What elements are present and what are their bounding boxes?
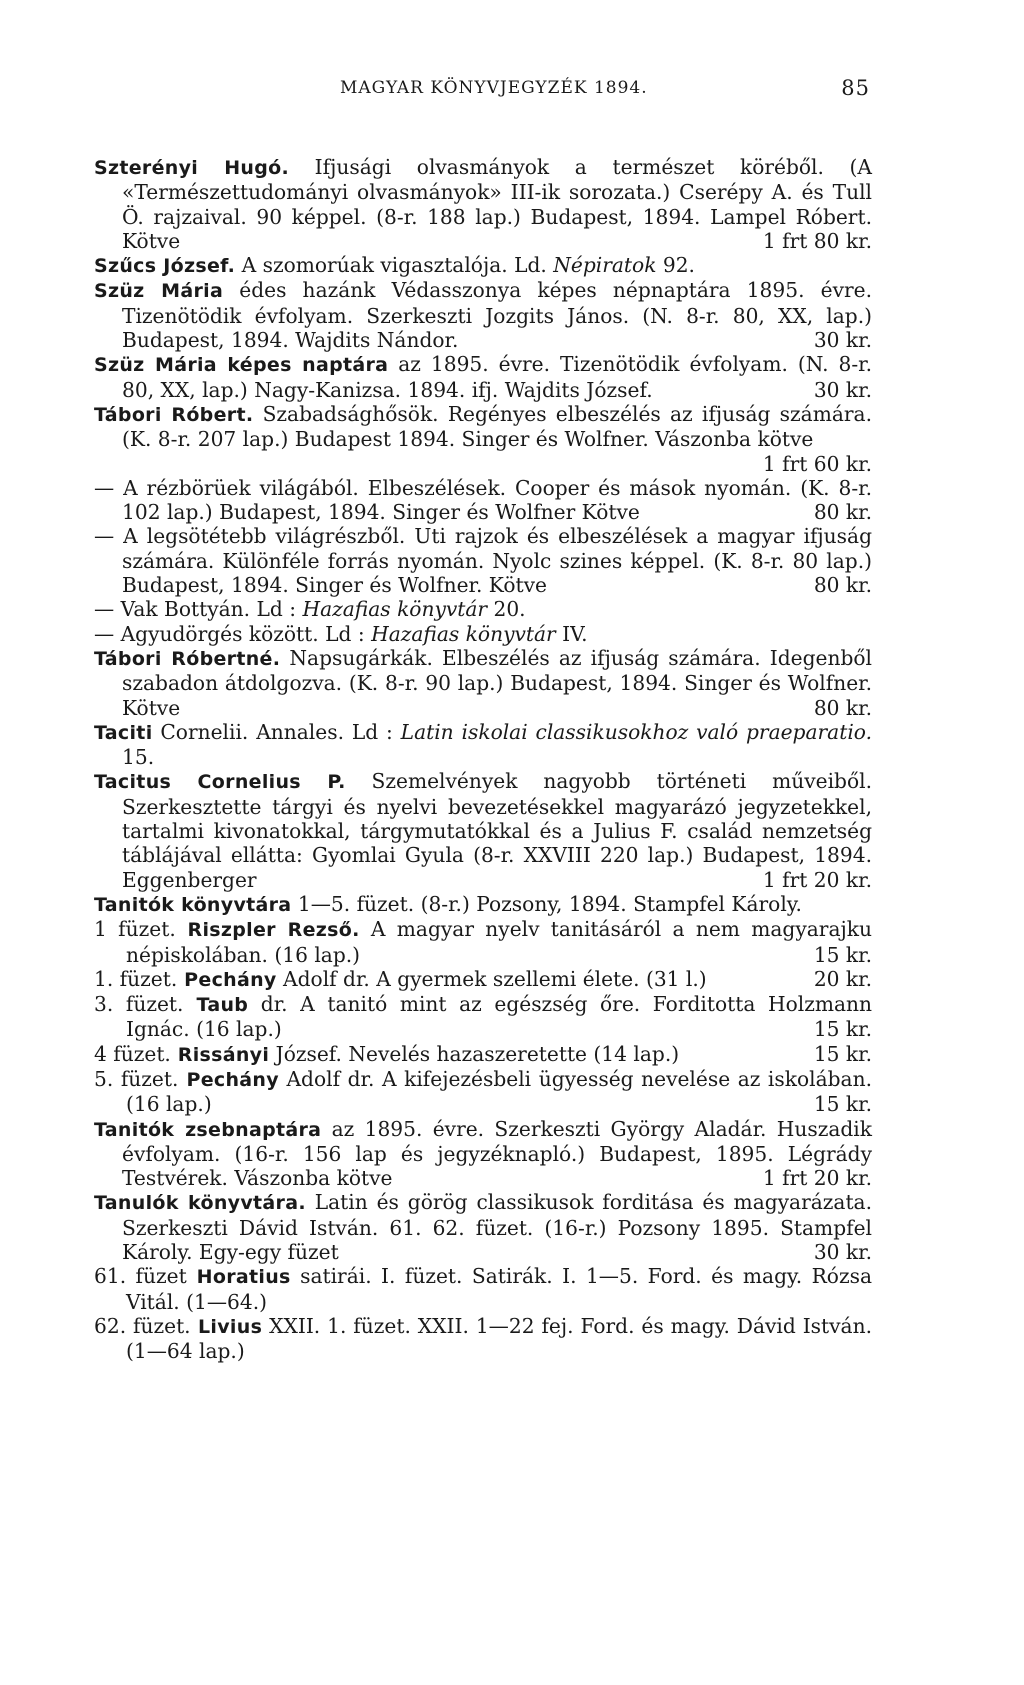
series-item-number: 61. füzet xyxy=(94,1264,187,1289)
entry-reference: Hazafias könyvtár xyxy=(364,621,556,646)
entry-text: Adolf dr. A kifejezésbeli ügyesség nevelése az iskolában. (16 lap.) xyxy=(126,1066,872,1117)
series-item xyxy=(94,917,872,967)
series-item-number: 5. füzet. xyxy=(94,1066,179,1091)
catalogue-entry xyxy=(94,622,872,646)
catalogue-entry xyxy=(94,524,872,597)
entry-author: Tanitók könyvtára xyxy=(94,893,292,916)
entry-price: 1 frt 20 kr. xyxy=(762,1166,872,1191)
entry-text: — A rézbörüek világából. Elbeszélések. Cooper és mások nyomán. (K. 8-r. 102 lap.) Budapest, 1894. Singer és Wolfner Kötve xyxy=(94,475,872,525)
entry-reference: Népiratok xyxy=(546,253,657,278)
entry-price: 80 kr. xyxy=(813,500,872,525)
series-item xyxy=(94,1067,872,1117)
catalogue-entry xyxy=(94,1117,872,1191)
entry-price: 15 kr. xyxy=(813,1041,872,1066)
entry-author: Livius xyxy=(190,1315,263,1338)
entry-text: dr. A tanitó mint az egészség őre. Forditotta Holzmann Ignác. (16 lap.) xyxy=(126,992,873,1042)
entry-text: Szabadsághősök. Regényes elbeszélés az ifjuság számára. (K. 8-r. 207 lap.) Budapest 1894. Singer és Wolfner. Vászonba kötve xyxy=(122,401,872,452)
entry-text: satirái. I. füzet. Satirák. I. 1—5. Ford. és magy. Rózsa Vitál. (1—64.) xyxy=(126,1264,872,1314)
entry-reference-tail: 20. xyxy=(487,597,526,622)
entry-author: Tanitók zsebnaptára xyxy=(94,1118,322,1141)
entry-price: 20 kr. xyxy=(813,966,872,991)
series-item xyxy=(94,1264,872,1314)
entry-reference-tail: 92. xyxy=(656,253,695,278)
entry-text: Napsugárkák. Elbeszélés az ifjuság számára. Idegenből szabadon átdolgozva. (K. 8-r. 90 lap.) Budapest, 1894. Singer és Wolfner. Kötve xyxy=(122,645,872,720)
series-item-number: 3. füzet. xyxy=(94,992,184,1017)
entry-author: Szterényi Hugó. xyxy=(94,157,290,179)
entry-reference: Latin iskolai classikusokhoz való praeparatio. xyxy=(392,719,872,744)
entry-price: 30 kr. xyxy=(813,377,872,402)
page-number: 85 xyxy=(841,76,870,100)
entry-text: Szemelvények nagyobb történeti műveiből. Szerkesztette tárgyi és nyelvi bevezetésekkel magyarázó jegyzetekkel, tartalmi kivonatokkal, tárgymutatókkal és a Julius F. család nemzetség táblájával ellátta: Gyomlai Gyula (8-r. XXVIII 220 lap.) Budapest, 1894. Eggenberger xyxy=(122,769,872,892)
entry-reference: Hazafias könyvtár xyxy=(296,597,488,622)
catalogue-entry xyxy=(94,278,872,352)
series-item xyxy=(94,1314,872,1364)
entry-author: Riszpler Rezső. xyxy=(175,919,360,942)
entry-price: 80 kr. xyxy=(813,573,872,598)
catalogue-entry xyxy=(94,476,872,525)
series-item-number: 1 füzet. xyxy=(94,917,176,942)
running-head-title: MAGYAR KÖNYVJEGYZÉK 1894. xyxy=(340,78,648,98)
entry-author: Tanulók könyvtára. xyxy=(94,1192,306,1215)
catalogue-body xyxy=(94,155,872,1364)
entry-author: Tábori Róbert. xyxy=(94,403,254,426)
entry-text: az 1895. évre. Szerkeszti György Aladár. Huszadik évfolyam. (16-r. 156 lap és jegyzéknapló.) Budapest, 1895. Légrády Testvérek. Vászonba kötve xyxy=(122,1116,872,1191)
entry-author: Szüz Mária xyxy=(94,280,224,303)
series-item xyxy=(94,967,872,992)
series-item-number: 1. füzet. xyxy=(94,966,178,991)
series-item-number: 4 füzet. xyxy=(94,1041,171,1066)
entry-price: 15 kr. xyxy=(813,1092,872,1117)
series-item xyxy=(94,1042,872,1067)
entry-author: Rissányi xyxy=(170,1043,270,1066)
entry-text: Ifjusági olvasmányok a természet köréből. (A «Természettudományi olvasmányok» III-ik sorozata.) Cserépy A. és Tull Ö. rajzaival. 90 képpel. (8-r. 188 lap.) Budapest, 1894. Lampel Róbert. Kötve xyxy=(122,155,872,253)
entry-text: A szomorúak vigasztalója. Ld. xyxy=(235,253,547,278)
entry-text: A magyar nyelv tanitásáról a nem magyarajku népiskolában. (16 lap.) xyxy=(126,917,872,967)
entry-price: 30 kr. xyxy=(813,328,872,353)
entry-author: Taciti xyxy=(94,721,153,744)
catalogue-entry xyxy=(94,720,872,770)
entry-text: — Agyudörgés között. Ld : xyxy=(94,621,365,646)
entry-reference-tail: 15. xyxy=(122,745,155,770)
catalogue-entry xyxy=(94,1190,872,1264)
catalogue-entry xyxy=(94,352,872,402)
entry-text: Latin és görög classikusok forditása és magyarázata. Szerkeszti Dávid István. 61. 62. füzet. (16-r.) Pozsony 1895. Stampfel Károly. Egy-egy füzet xyxy=(122,1190,873,1265)
entry-text: édes hazánk Védasszonya képes népnaptára 1895. évre. Tizenötödik évfolyam. Szerkeszti Jozgits János. (N. 8-r. 80, XX, lap.) Budapest, 1894. Wajdits Nándor. xyxy=(122,278,873,353)
series-item xyxy=(94,992,872,1042)
entry-price: 1 frt 80 kr. xyxy=(762,228,872,253)
entry-price: 1 frt 20 kr. xyxy=(762,867,872,892)
entry-price: 15 kr. xyxy=(813,1017,872,1042)
catalogue-entry xyxy=(94,253,872,278)
entry-price: 15 kr. xyxy=(813,942,872,967)
entry-price: 30 kr. xyxy=(813,1240,872,1265)
entry-text: József. Nevelés hazaszeretette (14 lap.) xyxy=(269,1041,680,1066)
entry-author: Taub xyxy=(183,994,249,1017)
catalogue-entry xyxy=(94,892,872,917)
entry-text: — A legsötétebb világrészből. Uti rajzok és elbeszélések a magyar ifjuság számára. Különféle forrás nyomán. Nyolc szines képpel. (K. 8-r. 80 lap.) Budapest, 1894. Singer és Wolfner. Kötve xyxy=(94,524,872,598)
entry-author: Szűcs József. xyxy=(94,255,236,278)
entry-text: Cornelii. Annales. Ld : xyxy=(152,719,393,744)
catalogue-entry xyxy=(94,769,872,891)
catalogue-entry xyxy=(94,402,872,476)
entry-author: Horatius xyxy=(186,1266,291,1289)
entry-text: 1—5. füzet. (8-r.) Pozsony, 1894. Stampfel Károly. xyxy=(291,891,802,916)
entry-author: Pechány xyxy=(177,968,277,991)
series-item-number: 62. füzet. xyxy=(94,1313,191,1338)
entry-price: 80 kr. xyxy=(813,695,872,720)
entry-author: Pechány xyxy=(178,1068,279,1091)
entry-text: az 1895. évre. Tizenötödik évfolyam. (N. 8-r. 80, XX, lap.) Nagy-Kanizsa. 1894. ifj. Wajdits József. xyxy=(122,352,873,402)
entry-author: Tacitus Cornelius P. xyxy=(94,771,346,794)
catalogue-entry xyxy=(94,597,872,621)
entry-reference-tail: IV. xyxy=(555,621,588,646)
entry-text: — Vak Bottyán. Ld : xyxy=(94,597,297,622)
entry-text: XXII. 1. füzet. XXII. 1—22 fej. Ford. és magy. Dávid István. (1—64 lap.) xyxy=(126,1313,873,1364)
entry-author: Tábori Róbertné. xyxy=(94,647,281,670)
entry-author: Szüz Mária képes naptára xyxy=(94,354,389,377)
entry-price: 1 frt 60 kr. xyxy=(762,451,872,476)
catalogue-entry xyxy=(94,646,872,720)
catalogue-entry xyxy=(94,155,872,253)
entry-text: Adolf dr. A gyermek szellemi élete. (31 l.) xyxy=(276,966,707,991)
